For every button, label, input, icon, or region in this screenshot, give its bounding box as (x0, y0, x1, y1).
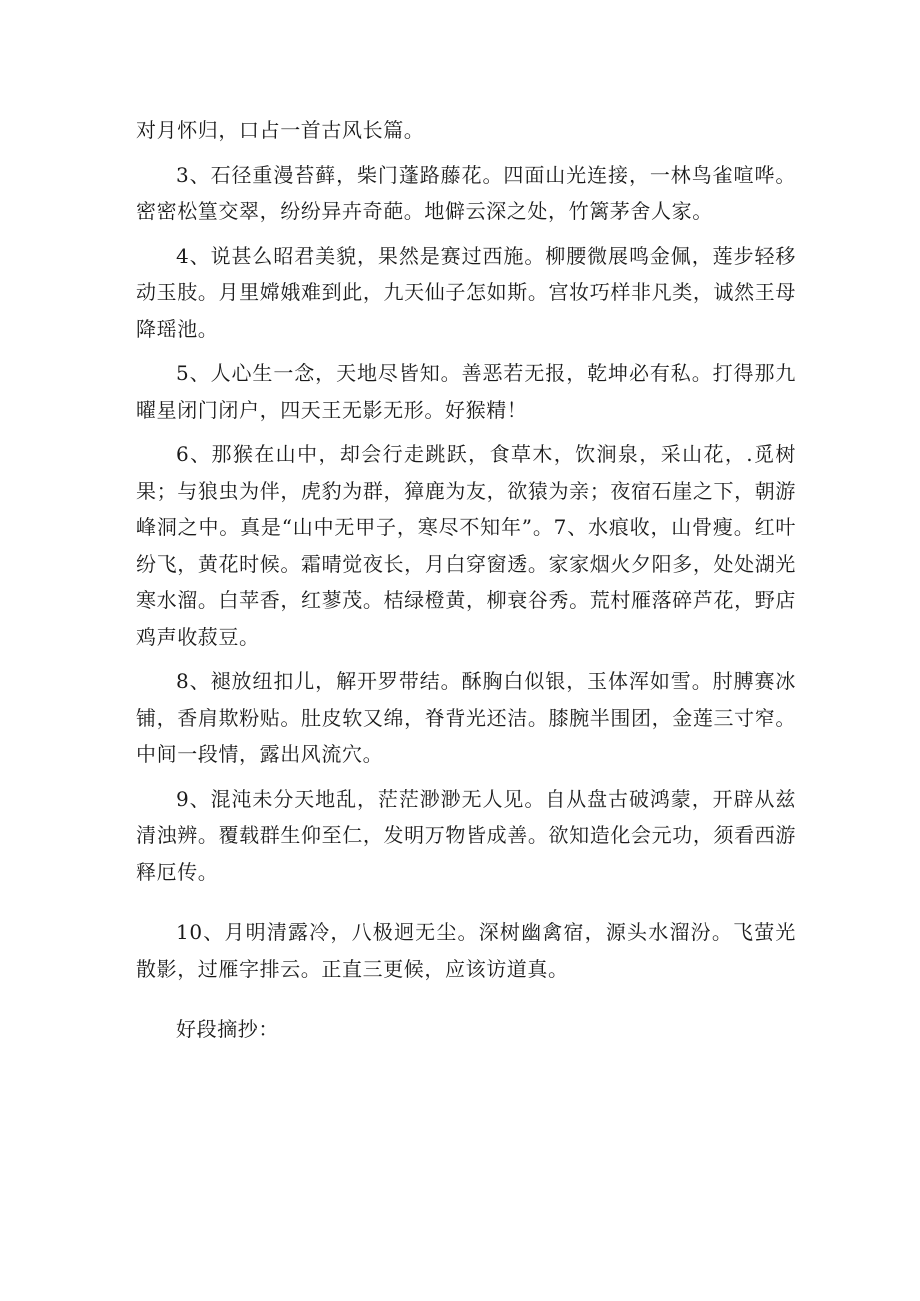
paragraph-continuation: 对月怀归，口占一首古风长篇。 (136, 118, 425, 142)
document-body (136, 112, 796, 1056)
paragraph-4: 4、说甚么昭君美貌，果然是赛过西施。柳腰微展鸣金佩，莲步轻移动玉肢。月里嫦娥难到此，九天仙子怎如斯。宫妆巧样非凡类，诚然王母降瑶池。 (136, 243, 796, 341)
paragraph-10: 10、月明清露冷，八极迥无尘。深树幽禽宿，源头水溜汾。飞萤光散影，过雁字排云。正直三更候，应该访道真。 (136, 920, 796, 981)
paragraph-9: 9、混沌未分天地乱，茫茫渺渺无人见。自从盘古破鸿蒙，开辟从兹清浊辨。覆载群生仰至仁，发明万物皆成善。欲知造化会元功，须看西游释厄传。 (136, 786, 796, 884)
paragraph-3: 3、石径重漫苔藓，柴门蓬路藤花。四面山光连接，一林鸟雀喧哗。密密松篁交翠，纷纷异卉奇葩。地僻云深之处，竹篱茅舍人家。 (136, 162, 796, 223)
section-heading: 好段摘抄： (176, 1017, 279, 1041)
paragraph-5: 5、人心生一念，天地尽皆知。善恶若无报，乾坤必有私。打得那九曜星闭门闭户，四天王无影无形。好猴精！ (136, 361, 796, 422)
paragraph-8: 8、褪放纽扣儿，解开罗带结。酥胸白似银，玉体浑如雪。肘膊赛冰铺，香肩欺粉贴。肚皮软又绵，脊背光还洁。膝腕半围团，金莲三寸窄。中间一段情，露出风流穴。 (136, 669, 796, 766)
paragraph-6-7: 6、那猴在山中，却会行走跳跃，食草木，饮涧泉，采山花，.觅树果；与狼虫为伴，虎豹为群，獐鹿为友，欲猿为亲；夜宿石崖之下，朝游峰洞之中。真是“山中无甲子，寒尽不知年”。7、水痕收，山骨瘦。红叶纷飞，黄花时候。霜晴觉夜长，月白穿窗透。家家烟火夕阳多，处处湖光寒水溜。白苹香，红蓼茂。桔绿橙黄，柳衰谷秀。荒村雁落碎芦花，野店鸡声收菽豆。 (136, 442, 796, 649)
